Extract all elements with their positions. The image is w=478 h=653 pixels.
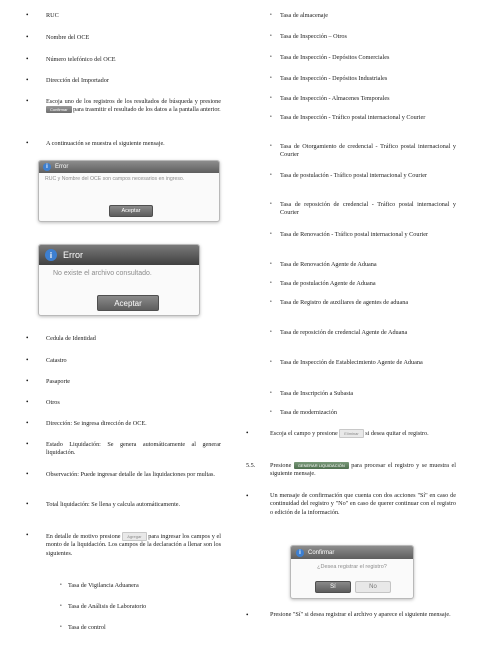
- tasa-control: Tasa de control: [68, 624, 106, 631]
- bullet: •: [26, 33, 29, 41]
- bullet: •: [246, 611, 249, 619]
- bullet: •: [26, 76, 29, 84]
- field-ruc: RUC: [46, 12, 59, 19]
- tasa-item: Tasa de almacenaje: [280, 12, 329, 19]
- field-telefono-oce: Número telefónico del OCE: [46, 56, 116, 63]
- tasa-item: Tasa de Inspección - Almacenes Temporales: [280, 95, 390, 102]
- escoja-text-before: Escoja uno de los registros de los resultados de búsqueda y presione: [46, 98, 221, 105]
- step-instruction: [270, 462, 456, 479]
- detalle-text-after: para ingresar los campos y el monto de la liquidación. Los campos de la declaración a llenar son los siguientes.: [46, 532, 222, 557]
- error-dialog-2-title: Error: [63, 250, 83, 260]
- sub-bullet: •: [270, 34, 272, 39]
- field-catastro: Catastro: [46, 357, 67, 364]
- escoja-text-after: para trasmitir el resultado de los datos a la pantalla anterior.: [73, 106, 221, 114]
- field-total-liquidacion: Total liquidación: Se llena y calcula automáticamente.: [46, 501, 181, 508]
- tasa-item: Tasa de Inscripción a Subasta: [280, 390, 354, 397]
- sub-bullet: •: [270, 281, 272, 286]
- tasa-item: Tasa de Inspección – Otros: [280, 33, 347, 40]
- confirm-dialog-title: Confirmar: [308, 549, 335, 556]
- tasa-item: Tasa de Inspección - Tráfico postal internacional y Courier: [280, 114, 426, 121]
- sub-bullet: •: [270, 115, 272, 120]
- tasa-vigilancia: Tasa de Vigilancia Aduanera: [68, 582, 139, 589]
- aceptar-button[interactable]: Aceptar: [109, 205, 153, 217]
- tasa-item: Tasa de postulación Agente de Aduana: [280, 280, 376, 287]
- bullet: •: [26, 97, 29, 105]
- aceptar-button[interactable]: Aceptar: [97, 295, 159, 311]
- generar-liquidacion-button-inline: GENERAR LIQUIDACIÓN: [294, 462, 349, 469]
- sub-bullet: •: [270, 232, 272, 237]
- sub-bullet: •: [270, 410, 272, 415]
- confirm-dialog-header: [291, 546, 413, 559]
- bullet: •: [26, 419, 29, 427]
- sub-bullet: •: [270, 262, 272, 267]
- step-text-before: Presione: [270, 462, 292, 469]
- bullet: •: [246, 429, 249, 437]
- field-direccion-importador: Dirección del Importador: [46, 77, 109, 84]
- step-number: 5.5.: [246, 462, 256, 469]
- error-dialog-2: [38, 244, 200, 316]
- tasa-item: Tasa de Renovación - Tráfico postal internacional y Courier: [280, 231, 429, 238]
- tasa-item: Tasa de reposición de credencial - Tráfico postal internacional y Courier: [280, 201, 456, 217]
- sub-bullet: •: [270, 144, 272, 149]
- bullet: •: [26, 356, 29, 364]
- sub-bullet: •: [60, 583, 62, 588]
- info-icon: i: [296, 549, 304, 557]
- final-instruction: Presione "Sí" si desea registrar el archivo y aparece el siguiente mensaje.: [270, 611, 451, 618]
- field-otros: Otros: [46, 399, 60, 406]
- sub-bullet: •: [270, 13, 272, 18]
- no-button[interactable]: No: [355, 581, 391, 593]
- tasa-item: Tasa de Inspección - Depósitos Comerciales: [280, 54, 390, 61]
- error-dialog-1-message: RUC y Nombre del OCE son campos necesarios en ingreso.: [45, 176, 185, 182]
- bullet: •: [26, 500, 29, 508]
- tasa-analisis: Tasa de Análisis de Laboratorio: [68, 603, 147, 610]
- confirm-description: Un mensaje de confirmación que cuenta con dos acciones "Sí" en caso de continuidad del registro y "No" en caso de querer continuar con el registro o edición de la información.: [270, 492, 456, 516]
- eliminar-button-inline: Eliminar: [339, 429, 363, 438]
- escoja-campo-text-after: si desea quitar el registro.: [365, 429, 429, 437]
- mensaje-text: A continuación se muestra el siguiente mensaje.: [46, 140, 165, 147]
- bullet: •: [246, 492, 249, 500]
- confirmar-button-inline: Confirmar: [46, 106, 72, 113]
- bullet: •: [26, 139, 29, 147]
- field-pasaporte: Pasaporte: [46, 378, 71, 385]
- tasa-item: Tasa de Renovación Agente de Aduana: [280, 261, 377, 268]
- escoja-campo-text-before: Escoja el campo y presione: [270, 429, 338, 437]
- sub-bullet: •: [270, 300, 272, 305]
- step-text-after: para procesar el registro y se muestra el siguiente mensaje.: [270, 462, 456, 478]
- tasa-item: Tasa de modernización: [280, 409, 337, 416]
- detalle-text-before: En detalle de motivo presione: [46, 532, 121, 540]
- sub-bullet: •: [270, 360, 272, 365]
- field-cedula: Cedula de Identidad: [46, 335, 96, 342]
- bullet: •: [26, 398, 29, 406]
- sub-bullet: •: [270, 330, 272, 335]
- error-dialog-1: [38, 160, 220, 222]
- bullet: •: [26, 470, 29, 478]
- escoja-instruction: [46, 98, 221, 115]
- escoja-campo-instruction: [270, 429, 456, 438]
- sub-bullet: •: [270, 202, 272, 207]
- bullet: •: [26, 440, 29, 448]
- tasa-item: Tasa de reposición de credencial Agente de Aduana: [280, 329, 408, 336]
- confirm-dialog: [290, 545, 414, 599]
- sub-bullet: •: [60, 625, 62, 630]
- tasa-item: Tasa de Registro de auxiliares de agentes de aduana: [280, 299, 409, 306]
- detalle-instruction: [46, 532, 221, 558]
- sub-bullet: •: [270, 173, 272, 178]
- info-icon: i: [45, 249, 57, 261]
- info-icon: i: [43, 163, 51, 171]
- error-dialog-2-message: No existe el archivo consultado.: [53, 270, 152, 277]
- field-estado-liquidacion: Estado Liquidación: Se genera automáticamente al generar liquidación.: [46, 441, 221, 457]
- sub-bullet: •: [270, 76, 272, 81]
- sub-bullet: •: [270, 391, 272, 396]
- error-dialog-2-header: [39, 245, 199, 265]
- sub-bullet: •: [270, 96, 272, 101]
- error-dialog-1-title: Error: [55, 164, 69, 170]
- tasa-item: Tasa de Inspección de Establecimiento Agente de Aduana: [280, 359, 423, 366]
- tasa-item: Tasa de Otorgamiento de credencial - Tráfico postal internacional y Courier: [280, 143, 456, 159]
- confirm-dialog-message: ¿Desea registrar el registro?: [317, 564, 387, 570]
- bullet: •: [26, 531, 29, 539]
- field-direccion: Dirección: Se ingresa dirección de OCE.: [46, 420, 147, 427]
- bullet: •: [26, 11, 29, 19]
- field-nombre-oce: Nombre del OCE: [46, 34, 90, 41]
- sub-bullet: •: [60, 604, 62, 609]
- agregar-button-inline: Agregar: [122, 532, 146, 541]
- si-button[interactable]: Sí: [315, 581, 351, 593]
- bullet: •: [26, 377, 29, 385]
- sub-bullet: •: [270, 55, 272, 60]
- tasa-item: Tasa de Inspección - Depósitos Industriales: [280, 75, 388, 82]
- field-observacion: Observación: Puede ingresar detalle de las liquidaciones por multas.: [46, 471, 215, 478]
- bullet: •: [26, 55, 29, 63]
- error-dialog-1-header: [39, 161, 219, 173]
- tasa-item: Tasa de postulación - Tráfico postal internacional y Courier: [280, 172, 427, 179]
- bullet: •: [26, 334, 29, 342]
